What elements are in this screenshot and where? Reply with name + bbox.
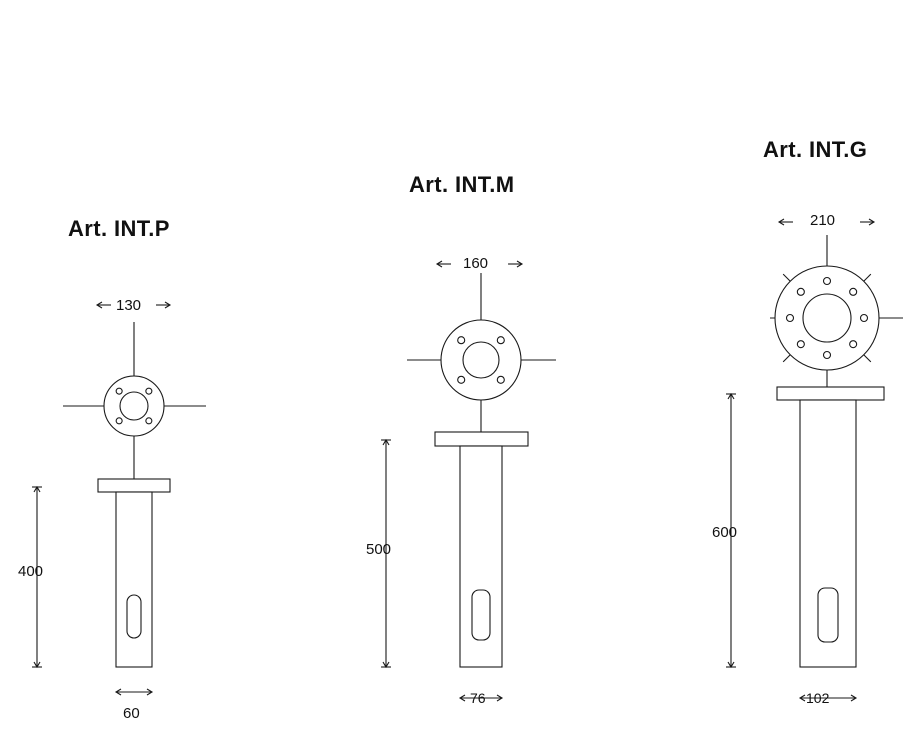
dimension-flange-int-g: 210	[810, 212, 836, 229]
bolt-hole-int-p-3	[146, 388, 152, 394]
figure-title-int-p: Art. INT.P	[68, 216, 170, 241]
bolt-hole-outer-int-g-3	[824, 278, 831, 285]
dimension-flange-int-m: 160	[463, 255, 489, 272]
dimension-width-int-m: 76	[470, 690, 486, 706]
cable-slot-int-g	[818, 588, 838, 642]
bolt-hole-int-g-0	[850, 341, 857, 348]
flange-inner-circle-int-g	[803, 294, 851, 342]
bolt-hole-outer-int-g-2	[787, 315, 794, 322]
bolt-hole-int-p-0	[146, 418, 152, 424]
dimension-width-int-p: 60	[123, 705, 140, 722]
cable-slot-int-p	[127, 595, 141, 638]
dimension-flange-int-p: 130	[116, 297, 142, 314]
bolt-hole-int-g-1	[797, 341, 804, 348]
dimension-height-int-g: 600	[712, 524, 738, 541]
mounting-plate-int-p	[98, 479, 170, 492]
cable-slot-int-m	[472, 590, 490, 640]
dimension-width-int-g: 102	[806, 690, 830, 706]
dimension-height-int-m: 500	[366, 541, 392, 558]
bolt-hole-int-m-2	[458, 337, 465, 344]
bolt-hole-int-m-1	[458, 376, 465, 383]
dimension-height-int-p: 400	[18, 563, 44, 580]
bolt-hole-int-p-1	[116, 418, 122, 424]
bolt-hole-int-p-2	[116, 388, 122, 394]
bolt-hole-int-g-3	[850, 288, 857, 295]
bolt-hole-outer-int-g-1	[824, 352, 831, 359]
flange-inner-circle-int-p	[120, 392, 148, 420]
bolt-hole-int-m-0	[497, 376, 504, 383]
figure-title-int-g: Art. INT.G	[763, 137, 868, 162]
column-tube-int-p	[116, 492, 152, 667]
mounting-plate-int-m	[435, 432, 528, 446]
flange-inner-circle-int-m	[463, 342, 499, 378]
bolt-hole-outer-int-g-0	[861, 315, 868, 322]
figure-title-int-m: Art. INT.M	[409, 172, 515, 197]
mounting-plate-int-g	[777, 387, 884, 400]
bolt-hole-int-m-3	[497, 337, 504, 344]
bolt-hole-int-g-2	[797, 288, 804, 295]
